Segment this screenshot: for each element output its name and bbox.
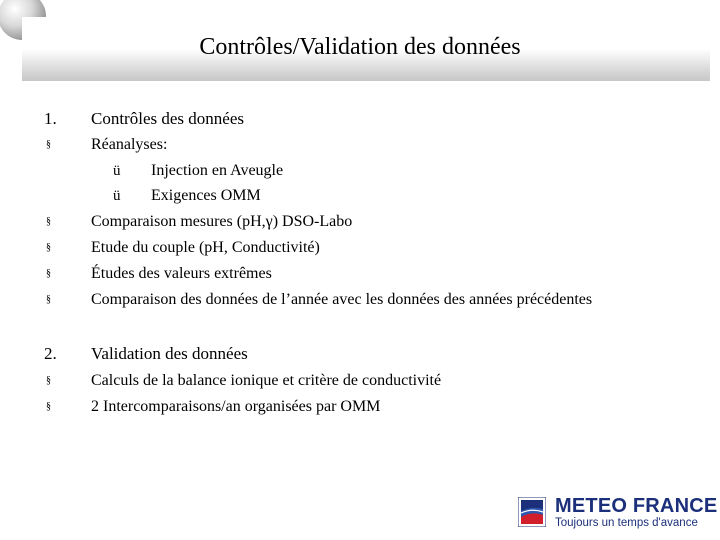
bullet-icon: § (46, 401, 51, 412)
section-heading-text: Validation des données (91, 344, 248, 363)
list-item-text: Réanalyses: (91, 136, 168, 153)
list-item (0, 395, 720, 419)
list-item (0, 369, 720, 393)
section-number: 2. (44, 344, 57, 363)
logo-tagline: Toujours un temps d'avance (555, 517, 698, 529)
bullet-icon: § (46, 294, 51, 305)
bullet-icon: § (46, 242, 51, 253)
section-heading (0, 342, 720, 366)
list-item-text: Comparaison des données de l’année avec les données des années précédentes (91, 291, 593, 308)
logo-name: METEO FRANCE (555, 495, 718, 517)
section-number: 1. (44, 109, 57, 128)
meteo-france-logo (518, 495, 718, 531)
section-heading (0, 107, 720, 131)
list-item (0, 262, 720, 286)
list-item-text: Etude du couple (pH, Conductivité) (91, 239, 320, 256)
sub-list-item (0, 184, 720, 208)
bullet-icon: § (46, 375, 51, 386)
sub-list-item (0, 159, 720, 183)
slide-title: Contrôles/Validation des données (199, 34, 521, 60)
meteo-france-logo-icon (518, 497, 546, 527)
bullet-icon: § (46, 216, 51, 227)
list-item-text: Injection en Aveugle (151, 162, 284, 179)
list-item (0, 133, 720, 157)
bullet-icon: § (46, 268, 51, 279)
list-item-text: Exigences OMM (151, 187, 261, 204)
list-item (0, 236, 720, 260)
list-item (0, 210, 720, 234)
list-item-text: Études des valeurs extrêmes (91, 265, 272, 282)
list-item-text: 2 Intercomparaisons/an organisées par OMM (91, 398, 381, 415)
checkmark-icon: ü (113, 188, 121, 204)
list-item-text: Calculs de la balance ionique et critère de conductivité (91, 372, 442, 389)
list-item-text: Comparaison mesures (pH,γ) DSO-Labo (91, 213, 353, 230)
section-heading-text: Contrôles des données (91, 109, 244, 128)
list-item (0, 288, 720, 312)
bullet-icon: § (46, 139, 51, 150)
checkmark-icon: ü (113, 163, 121, 179)
